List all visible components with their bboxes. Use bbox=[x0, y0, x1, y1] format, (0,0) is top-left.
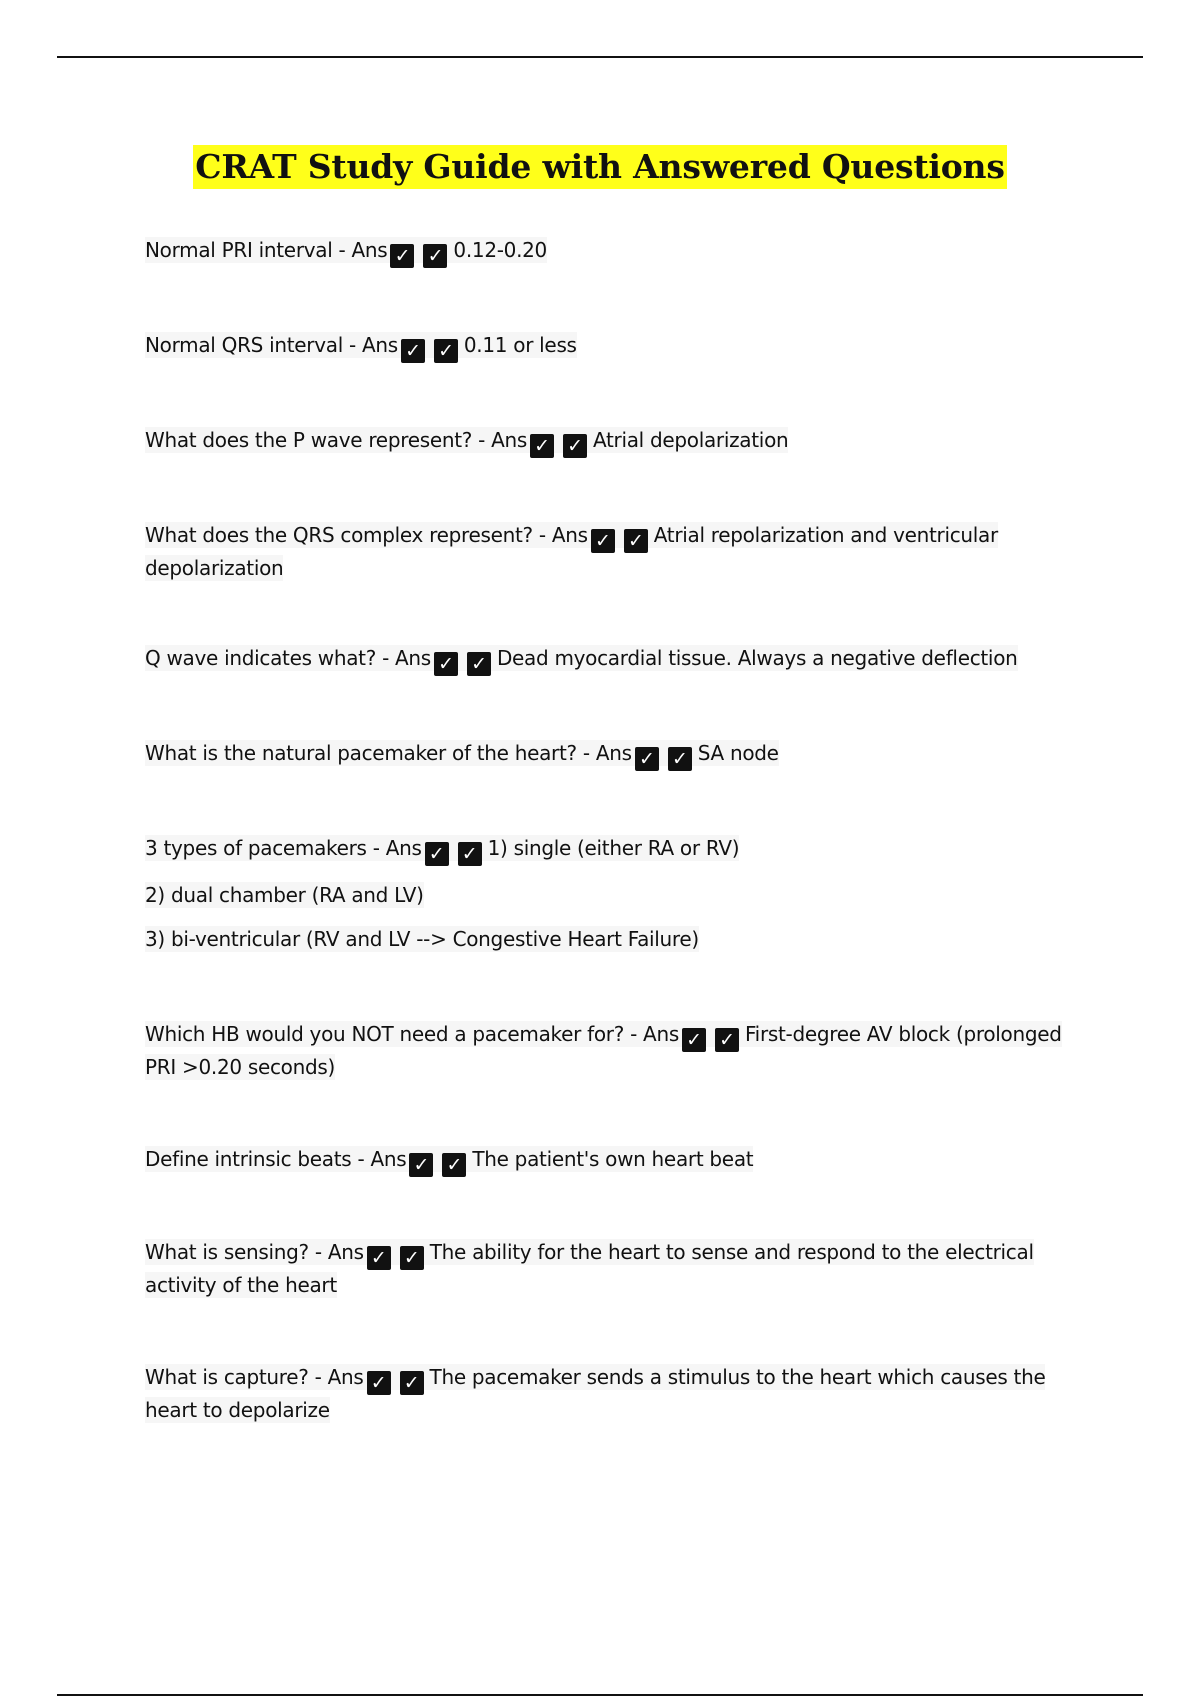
answer-text: The pacemaker sends a stimulus to the heart which causes the heart to depolarize bbox=[145, 1365, 1046, 1422]
check-icon: ✓ bbox=[458, 842, 482, 866]
question-text: What is sensing? - Ans bbox=[145, 1240, 364, 1264]
check-icon: ✓ bbox=[591, 529, 615, 553]
check-icon: ✓ bbox=[434, 339, 458, 363]
question-text: Normal PRI interval - Ans bbox=[145, 238, 388, 262]
question-text: Define intrinsic beats - Ans bbox=[145, 1147, 407, 1171]
qa-item-qrs bbox=[145, 330, 1085, 363]
check-icon: ✓ bbox=[423, 244, 447, 268]
check-icon: ✓ bbox=[635, 747, 659, 771]
answer-text: The patient's own heart beat bbox=[472, 1147, 754, 1171]
check-icon: ✓ bbox=[434, 652, 458, 676]
qa-item-p-wave bbox=[145, 425, 1085, 458]
question-text: Normal QRS interval - Ans bbox=[145, 333, 398, 357]
qa-item-pacemaker-types bbox=[145, 833, 1085, 954]
answer-text: First-degree AV block (prolonged PRI >0.20 seconds) bbox=[145, 1022, 1062, 1079]
answer-text: The ability for the heart to sense and respond to the electrical activity of the heart bbox=[145, 1240, 1034, 1297]
check-icon: ✓ bbox=[715, 1028, 739, 1052]
answer-text: 0.12-0.20 bbox=[453, 238, 547, 262]
question-text: What does the QRS complex represent? - Ans bbox=[145, 523, 588, 547]
question-text: 3 types of pacemakers - Ans bbox=[145, 836, 422, 860]
qa-item-capture bbox=[145, 1362, 1085, 1425]
bottom-rule bbox=[57, 1694, 1143, 1696]
top-rule bbox=[57, 56, 1143, 58]
answer-text: Atrial depolarization bbox=[592, 428, 789, 452]
check-icon: ✓ bbox=[401, 339, 425, 363]
answer-continuation: 2) dual chamber (RA and LV) bbox=[145, 883, 424, 907]
check-icon: ✓ bbox=[530, 434, 554, 458]
answer-text: Dead myocardial tissue. Always a negative deflection bbox=[496, 646, 1018, 670]
check-icon: ✓ bbox=[425, 842, 449, 866]
check-icon: ✓ bbox=[624, 529, 648, 553]
qa-item-natural-pacemaker bbox=[145, 738, 1085, 771]
question-text: What is the natural pacemaker of the heart? - Ans bbox=[145, 741, 632, 765]
check-icon: ✓ bbox=[682, 1028, 706, 1052]
check-icon: ✓ bbox=[467, 652, 491, 676]
answer-continuation: 3) bi-ventricular (RV and LV --> Congestive Heart Failure) bbox=[145, 927, 699, 951]
check-icon: ✓ bbox=[668, 747, 692, 771]
check-icon: ✓ bbox=[563, 434, 587, 458]
qa-item-heart-block bbox=[145, 1019, 1085, 1082]
qa-item-sensing bbox=[145, 1237, 1085, 1300]
question-text: What does the P wave represent? - Ans bbox=[145, 428, 527, 452]
document-title: CRAT Study Guide with Answered Questions bbox=[193, 145, 1006, 189]
check-icon: ✓ bbox=[409, 1153, 433, 1177]
check-icon: ✓ bbox=[390, 244, 414, 268]
answer-text: 1) single (either RA or RV) bbox=[487, 836, 740, 860]
check-icon: ✓ bbox=[367, 1246, 391, 1270]
answer-text: 0.11 or less bbox=[463, 333, 577, 357]
qa-item-intrinsic-beats bbox=[145, 1144, 1085, 1177]
check-icon: ✓ bbox=[442, 1153, 466, 1177]
check-icon: ✓ bbox=[400, 1246, 424, 1270]
title-container bbox=[0, 145, 1200, 189]
qa-item-q-wave bbox=[145, 643, 1085, 676]
question-text: Q wave indicates what? - Ans bbox=[145, 646, 431, 670]
check-icon: ✓ bbox=[400, 1371, 424, 1395]
qa-item-qrs-complex bbox=[145, 520, 1085, 583]
question-text: Which HB would you NOT need a pacemaker for? - Ans bbox=[145, 1022, 679, 1046]
question-text: What is capture? - Ans bbox=[145, 1365, 364, 1389]
answer-text: Atrial repolarization and ventricular depolarization bbox=[145, 523, 998, 580]
check-icon: ✓ bbox=[367, 1371, 391, 1395]
qa-item-pri bbox=[145, 235, 1085, 268]
answer-text: SA node bbox=[697, 741, 779, 765]
